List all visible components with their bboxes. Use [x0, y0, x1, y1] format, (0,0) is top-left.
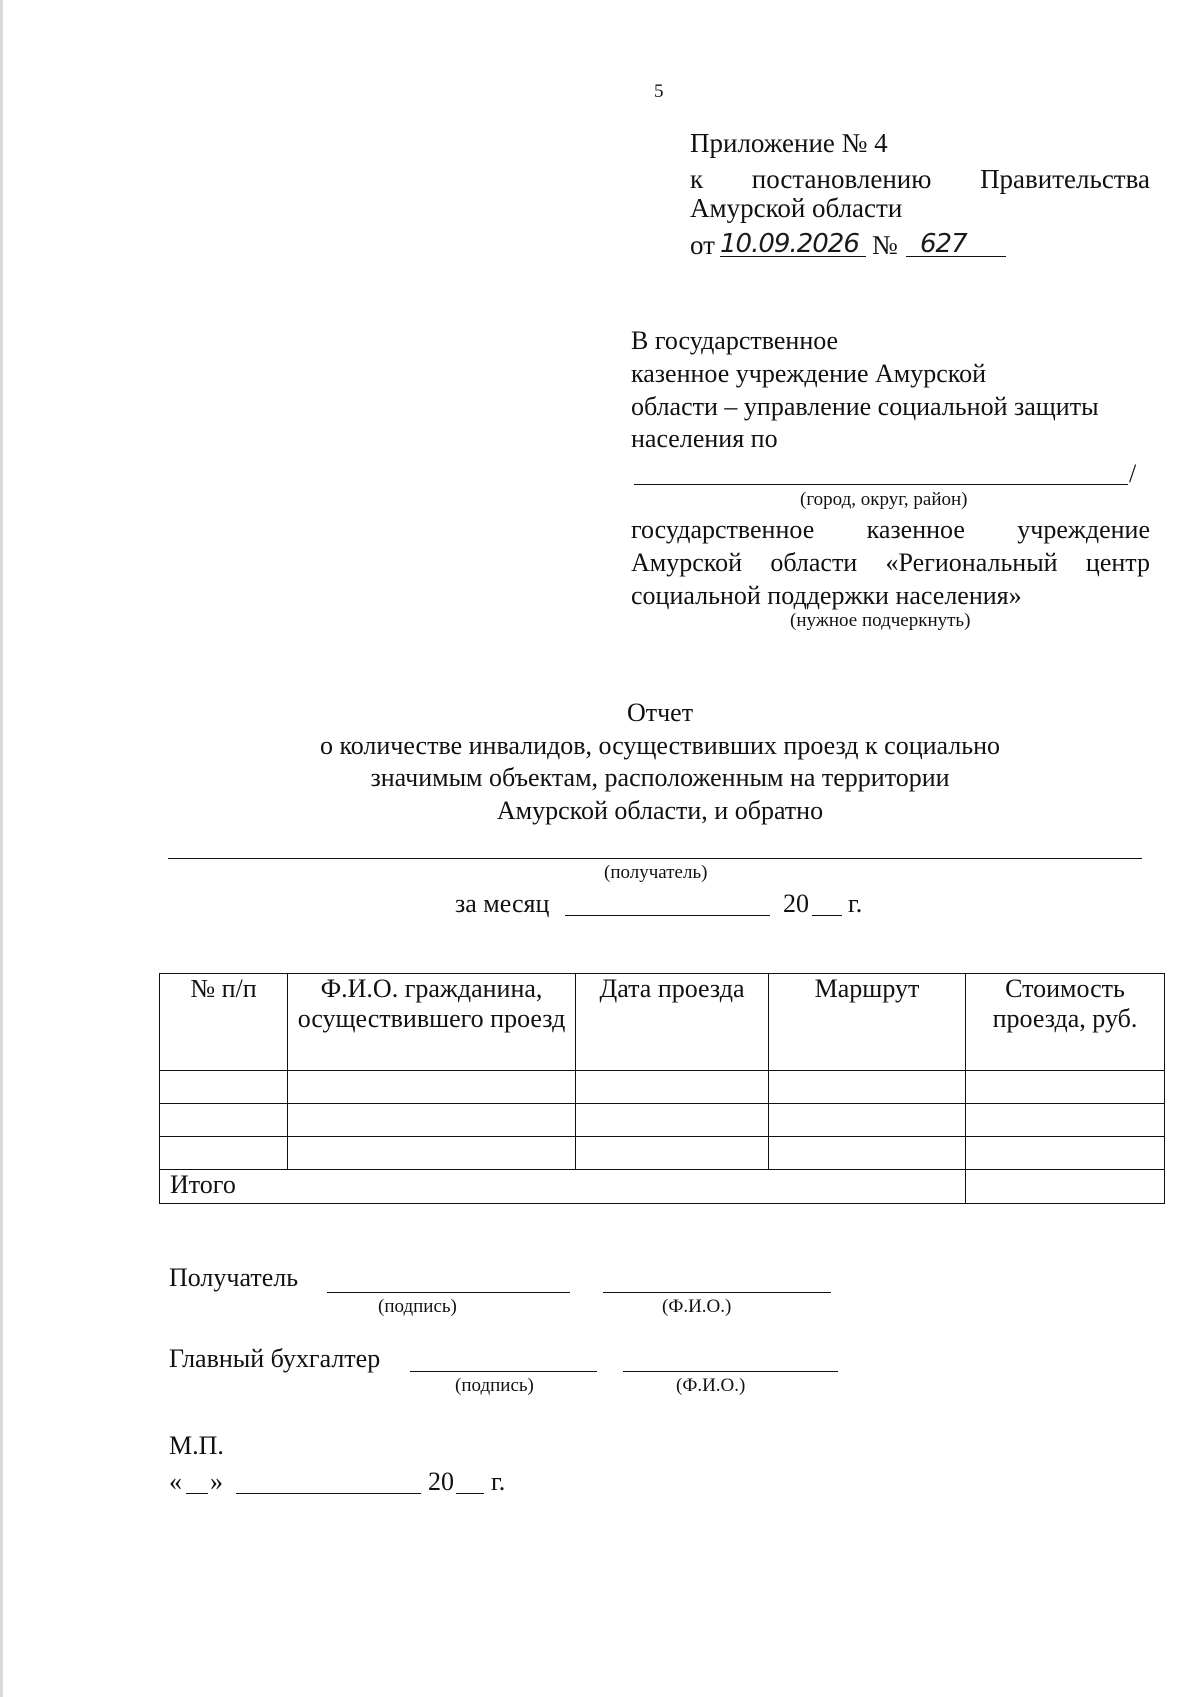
alt-institution-line [631, 547, 1150, 578]
table-cell[interactable] [966, 1071, 1165, 1104]
page-number: 5 [654, 81, 664, 102]
accountant-fio-line[interactable] [623, 1371, 838, 1372]
table-cell[interactable] [769, 1137, 966, 1170]
handwritten-number: 627 [920, 229, 967, 259]
table-cell[interactable] [288, 1104, 576, 1137]
accountant-label: Главный бухгалтер [169, 1344, 381, 1373]
header-fio: Ф.И.О. гражданина, осуществившего проезд [288, 974, 576, 1071]
header-date: Дата проезда [576, 974, 769, 1071]
fio-hint: (Ф.И.О.) [662, 1296, 732, 1317]
year-prefix: 20 [783, 889, 809, 918]
word: «Региональный [885, 548, 1058, 577]
table-cell[interactable] [576, 1104, 769, 1137]
city-hint: (город, округ, район) [800, 489, 968, 510]
total-cost-cell[interactable] [966, 1170, 1165, 1204]
handwritten-date: 10.09.2026 [720, 229, 859, 259]
appendix-date-prefix: от [690, 230, 715, 260]
report-subtitle-line: значимым объектам, расположенным на территории [370, 763, 950, 792]
fio-hint: (Ф.И.О.) [676, 1375, 746, 1396]
word: центр [1085, 548, 1150, 577]
accountant-signature-line[interactable] [410, 1371, 597, 1372]
recipient-blank-line [168, 858, 1142, 859]
table-cell[interactable] [160, 1137, 288, 1170]
word: Амурской [631, 548, 742, 577]
word: области [770, 548, 858, 577]
seal-label: М.П. [169, 1431, 224, 1460]
word: постановлению [751, 164, 932, 194]
year-blank-line [812, 915, 842, 916]
table-cell[interactable] [966, 1104, 1165, 1137]
addressee-line: В государственное [631, 326, 839, 355]
appendix-number-prefix: № [872, 230, 898, 260]
appendix-title: Приложение № 4 [690, 128, 888, 158]
header-cost: Стоимость проезда, руб. [966, 974, 1165, 1071]
header-num: № п/п [160, 974, 288, 1071]
addressee-line: населения по [631, 424, 778, 453]
year-suffix: г. [848, 889, 863, 918]
month-blank-line[interactable] [236, 1493, 421, 1494]
signature-hint: (подпись) [455, 1375, 534, 1396]
report-title: Отчет [626, 698, 694, 727]
table-cell[interactable] [576, 1137, 769, 1170]
scan-edge [0, 0, 3, 1697]
word: государственное [631, 515, 815, 544]
addressee-line: казенное учреждение Амурской [631, 359, 986, 388]
recipient-signature-line[interactable] [327, 1292, 570, 1293]
month-label: за месяц [455, 889, 550, 918]
table-cell[interactable] [288, 1071, 576, 1104]
table-cell[interactable] [160, 1071, 288, 1104]
table-cell[interactable] [769, 1071, 966, 1104]
appendix-resolution-line [690, 164, 1150, 195]
table-cell[interactable] [160, 1104, 288, 1137]
signature-hint: (подпись) [378, 1296, 457, 1317]
report-subtitle-line: Амурской области, и обратно [496, 796, 824, 825]
alt-institution-line: социальной поддержки населения» [631, 581, 1022, 610]
table-cell[interactable] [966, 1137, 1165, 1170]
year-blank-line[interactable] [456, 1493, 484, 1494]
table-row [160, 1137, 1165, 1170]
word: к [690, 164, 704, 194]
city-blank-line [634, 484, 1128, 485]
word: Правительства [980, 164, 1150, 194]
table-header-row [160, 974, 1165, 1071]
month-blank-line [565, 915, 770, 916]
table-cell[interactable] [288, 1137, 576, 1170]
table-row [160, 1104, 1165, 1137]
addressee-line: области – управление социальной защиты [631, 392, 1099, 421]
slash: / [1129, 459, 1137, 488]
day-blank-line[interactable] [186, 1493, 208, 1494]
table-row [160, 1071, 1165, 1104]
word: казенное [866, 515, 965, 544]
report-subtitle-line: о количестве инвалидов, осуществивших проезд к социально [319, 731, 1001, 760]
header-route: Маршрут [769, 974, 966, 1071]
table-cell[interactable] [769, 1104, 966, 1137]
recipient-fio-line[interactable] [603, 1292, 831, 1293]
date-open-quote: « [169, 1467, 182, 1496]
year-suffix: г. [491, 1467, 506, 1496]
alt-institution-line [631, 514, 1150, 545]
recipient-label: Получатель [169, 1263, 299, 1292]
appendix-region: Амурской области [690, 193, 903, 223]
underline-hint: (нужное подчеркнуть) [790, 610, 971, 631]
date-close-quote: » [210, 1467, 223, 1496]
year-prefix: 20 [428, 1467, 454, 1496]
table-cell[interactable] [576, 1071, 769, 1104]
word: учреждение [1017, 515, 1150, 544]
table-total-row [160, 1170, 1165, 1204]
recipient-hint: (получатель) [604, 862, 708, 883]
report-table [159, 973, 1165, 1204]
total-label: Итого [160, 1170, 966, 1204]
